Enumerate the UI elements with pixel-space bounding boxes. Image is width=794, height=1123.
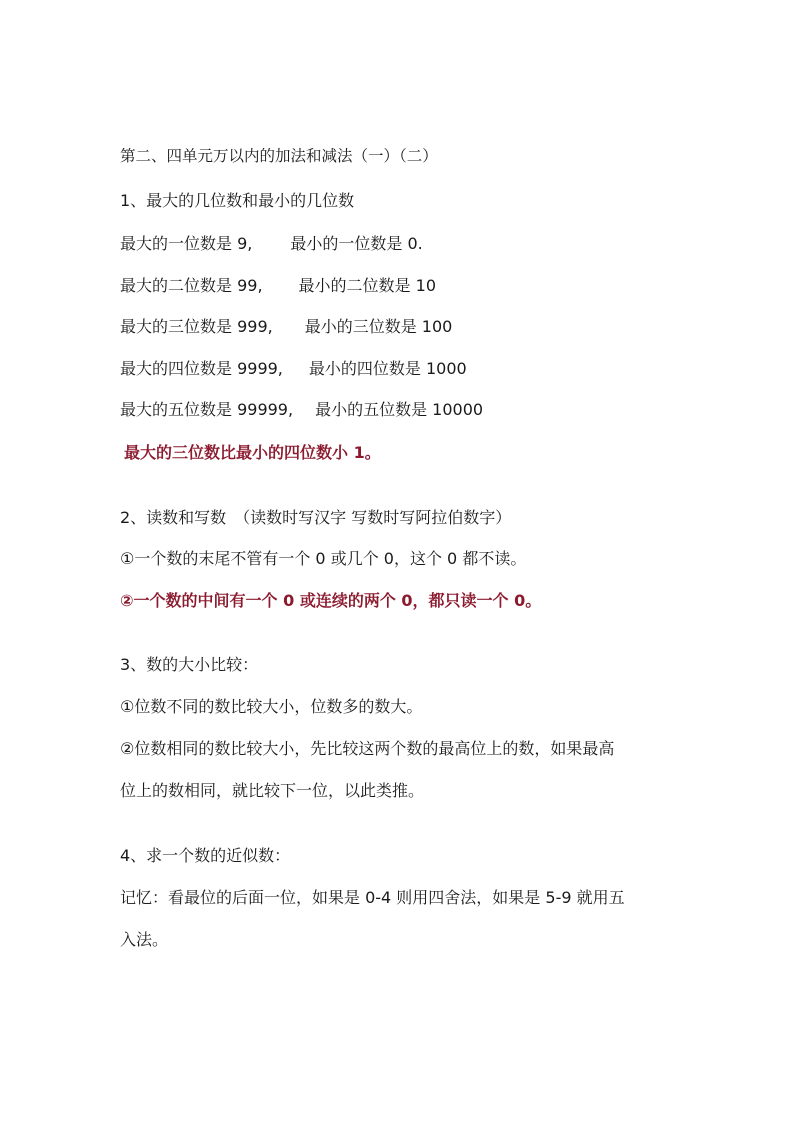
max-five-digit: 最大的五位数是 99999, (120, 400, 294, 419)
min-one-digit: 最小的一位数是 0. (290, 234, 423, 253)
section-3-heading: 3、数的大小比较： (120, 655, 259, 674)
min-two-digit: 最小的二位数是 10 (298, 276, 436, 295)
section-2-heading: 2、读数和写数 （读数时写汉字 写数时写阿拉伯数字） (120, 508, 512, 527)
max-three-digit: 最大的三位数是 999, (120, 317, 273, 336)
section-1-note: 最大的三位数比最小的四位数小 1。 (124, 443, 381, 462)
section-3-rule-1: ①位数不同的数比较大小，位数多的数大。 (120, 697, 423, 716)
section-2-rule-2: ②一个数的中间有一个 0 或连续的两个 0，都只读一个 0。 (120, 591, 542, 610)
min-three-digit: 最小的三位数是 100 (304, 317, 453, 336)
max-four-digit: 最大的四位数是 9999, (120, 359, 283, 378)
digit-range-row-5 (120, 400, 483, 420)
max-two-digit: 最大的二位数是 99, (120, 276, 263, 295)
digit-range-row-1 (120, 234, 423, 254)
section-4-memo-line-2: 入法。 (120, 930, 169, 949)
section-4-memo-line-1: 记忆：看最位的后面一位，如果是 0-4 则用四舍法，如果是 5-9 就用五 (120, 888, 625, 907)
section-4-heading: 4、求一个数的近似数： (120, 846, 291, 865)
min-five-digit: 最小的五位数是 10000 (315, 400, 484, 419)
section-3-rule-2-line-2: 位上的数相同，就比较下一位，以此类推。 (120, 781, 425, 800)
section-3-rule-2-line-1: ②位数相同的数比较大小，先比较这两个数的最高位上的数，如果最高 (120, 739, 615, 758)
section-2-rule-1: ①一个数的末尾不管有一个 0 或几个 0，这个 0 都不读。 (120, 549, 527, 568)
digit-range-row-2 (120, 276, 436, 296)
digit-range-row-4 (120, 359, 467, 379)
section-1-heading: 1、最大的几位数和最小的几位数 (120, 191, 355, 210)
document-title: 第二、四单元万以内的加法和减法（一）（二） (120, 147, 438, 165)
max-one-digit: 最大的一位数是 9, (120, 234, 253, 253)
digit-range-row-3 (120, 317, 452, 337)
min-four-digit: 最小的四位数是 1000 (308, 359, 467, 378)
